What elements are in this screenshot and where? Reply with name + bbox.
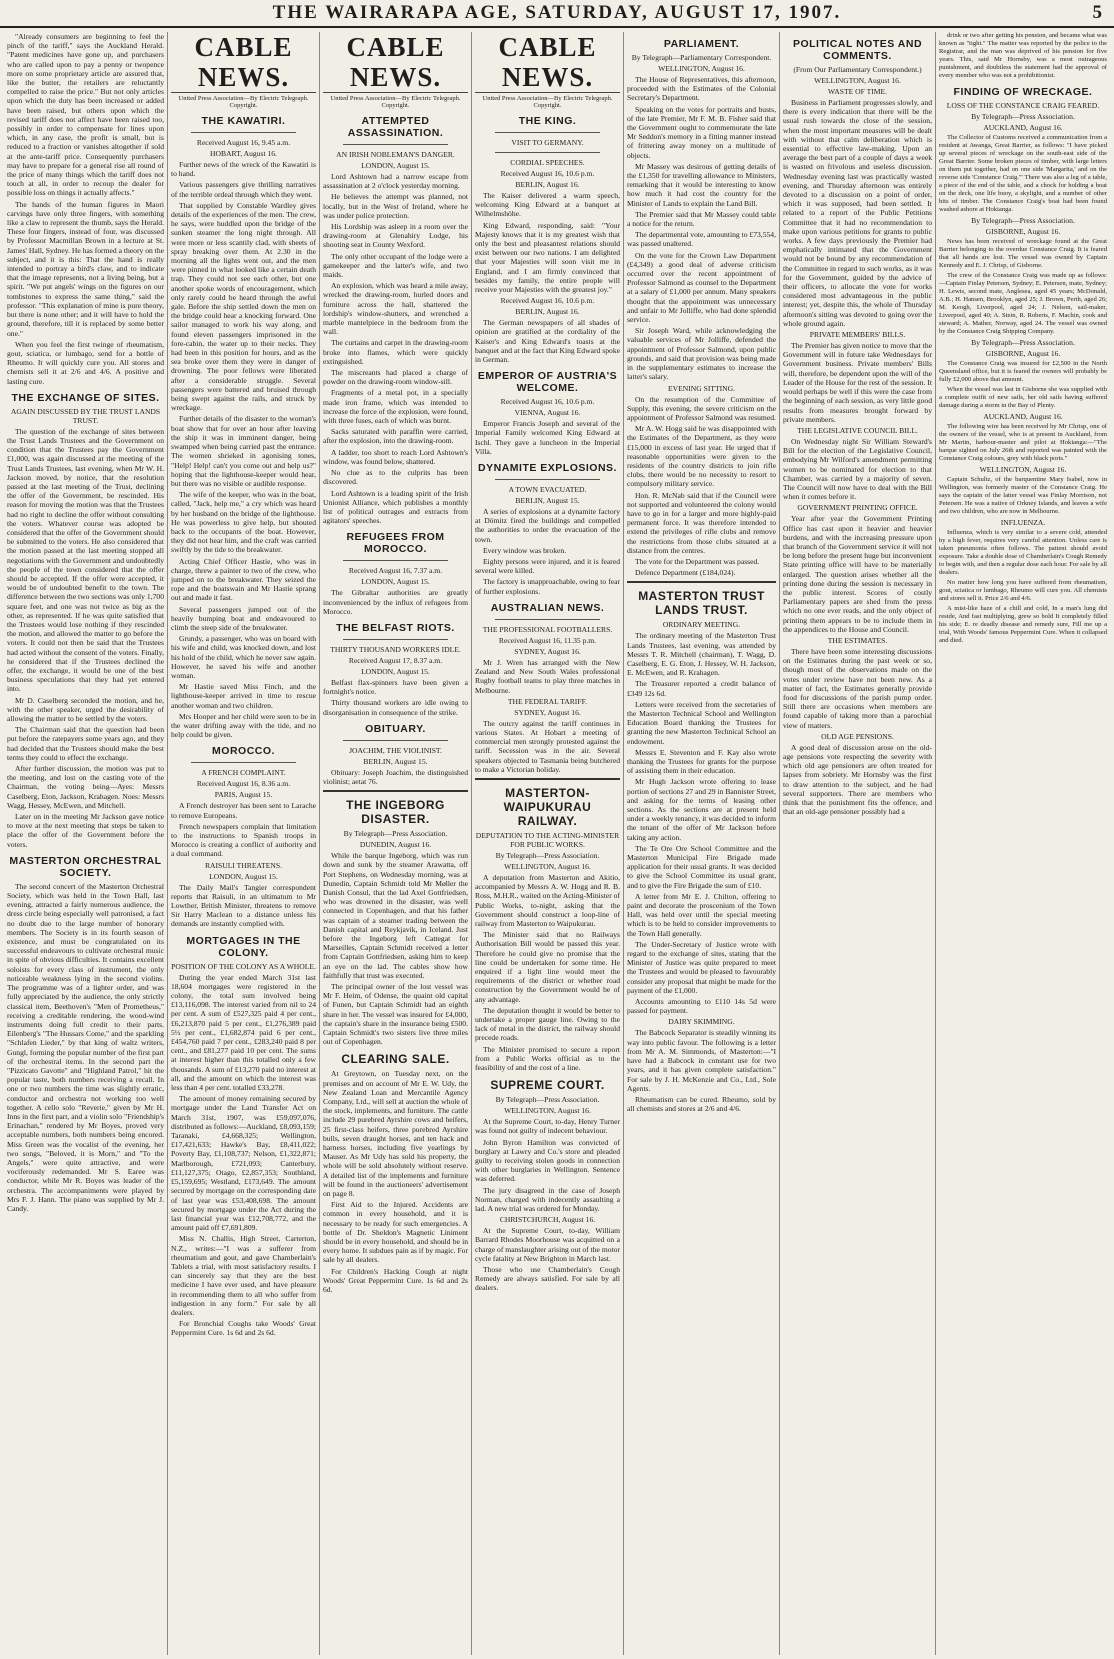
subheadline: POSITION OF THE COLONY AS A WHOLE. <box>171 961 316 971</box>
dateline: Received August 16, 10.6 p.m. <box>500 169 595 178</box>
divider <box>627 581 776 583</box>
paragraph: Thirty thousand workers are idle owing to disorganisation in consequence of the strike. <box>323 698 468 717</box>
paragraph: French newspapers complain that limitation to the instructions to Spanish troops in Morocco is creating a conflict of authority and a dual command. <box>171 821 316 859</box>
paragraph: The jury disagreed in the case of Joseph Norman, charged with indecently assaulting a lad. A new trial was ordered for Monday. <box>475 1185 620 1214</box>
dateline: By Telegraph—Parliamentary Correspondent. <box>631 53 772 62</box>
dateline: CHRISTCHURCH, August 16. <box>499 1215 596 1225</box>
paragraph: Mrs Hooper and her child were seen to be in the water drifting away with the tide, and no help could be given. <box>171 711 316 740</box>
subheadline: ORDINARY MEETING. <box>662 620 741 630</box>
subheadline: THE ESTIMATES. <box>827 635 888 645</box>
cable-news-heading: CABLE NEWS. <box>171 32 316 93</box>
headline: MASTERTON-WAIPUKURAU RAILWAY. <box>503 785 592 828</box>
paragraph: Belfast flax-spinners have been given a fortnight's notice. <box>323 677 468 697</box>
dateline: By Telegraph—Press Association. <box>971 112 1075 121</box>
dateline: By Telegraph—Press Association. <box>495 1095 600 1105</box>
paragraph: Business in Parliament progresses slowly, and there is every indication that there will be the usual rush towards the close of the session, when the most important measures will be dealt with without that calm deliberation which is essential to effective law-making. Upon an average the best part of a couple of days a week is wasted on frivolous and useless discussion. Wednesday evening last was practically wasted evening, and Thursday afternoon was entirely devoted to a discussion on a point of order, which it was supposed, had been settled. It related to a report of the Public Petitions Committee that it had no recommendation to make upon various petitions for grants to public works. A few days previously the Premier had emphatically intimated that the Government would not be bound by any recommendation of the Committee in regard to such works, as it was for the Government, guided by the advice of their officers, to allocate the vote for works considered most advantageous in the public interest; yet, despite this, the whole of Thursday afternoon's sitting was devoted to going over the whole ground again. <box>783 98 932 328</box>
subheadline: OLD AGE PENSIONS. <box>821 731 894 741</box>
dateline: By Telegraph—Press Association. <box>971 216 1075 225</box>
paragraph: When the vessel was last in Gisborne she was supplied with a complete outfit of new sails, her old sails having suffered damage during a storm in the Bay of Plenty. <box>939 386 1107 409</box>
paragraph: The Collector of Customs received a communication from a resident at Awanga, Great Barrier, as follows: "I have picked up several pieces of wreckage on the south-east side of the Great Barrier. Some broken pieces of timber, with large letters on them put together, had on one side 'Margarita,' and on the reverse side 'Constance Craig.'" There was also a leg of a table, a piece of the end of the table, and a chock for holding a boat on the deck, one life buoy, a skylight, and a number of other bits of timber. The Constance Craig's boat had been found washed ashore at Hokianga. <box>939 134 1107 213</box>
dateline: Received August 17, 8.37 a.m. <box>348 655 443 665</box>
subheadline: THE LEGISLATIVE COUNCIL BILL. <box>797 425 918 435</box>
subheadline: THE FEDERAL TARIFF. <box>507 696 588 706</box>
paragraph: The deputation thought it would be better to undertake a proper gauge line. Owing to the lack of metal in the district, the railway should precede roads. <box>475 1005 620 1043</box>
paragraph: The Gibraltar authorities are greatly inconvenienced by the influx of refugees from Morocco. <box>323 588 468 616</box>
paragraph: A deputation from Masterton and Akitio, accompanied by Messrs A. W. Hogg and R. B. Ross, M.H.R., waited on the Acting-Minister of Public Works, to-night, asking that the Government should construct a loop-line of railway from Masterton to Waipukurau. <box>475 872 620 928</box>
paragraph: The hands of the human figures in Maori carvings have only three fingers, with something like a claw to represent the thumb, says the Herald. These four fingers, instead of four, was discussed by Professor Macmillan Brown in a lecture at St. James' Hall, Sydney. He has formed a theory on the subject, and it is this: That the hand is really intended to portray a bird's claw, and to indicate that the image represents, not a living being, but a spirit. "We put angels' wings on the figures on our tombstones to express the same thing," said the professor. "This explanation of mine is pure theory, but there is none other; and it will have to hold the ground, therefore, till it is replaced by some better one." <box>7 199 164 338</box>
subheadline: A TOWN EVACUATED. <box>508 485 587 495</box>
column-3 <box>319 32 471 1655</box>
paragraph: He believes the attempt was planned, not locally, but in the West of Ireland, where he was under police protection. <box>323 192 468 220</box>
paragraph: The Treasurer reported a credit balance of £349 12s 6d. <box>627 679 776 698</box>
paragraph: Captain Schultz, of the barquentine Mary Isabel, now in Wellington, was formerly master of the Constance Craig. He says the captain of the latter vessel was Finlay Morrison, not Petersen. He was a native of Orkney Islands, and leaves a wife and two children, who are now in Melbourne. <box>939 476 1107 515</box>
column-7 sm <box>935 32 1110 1655</box>
dateline: BERLIN, August 15. <box>515 496 580 506</box>
paragraph: Grundy, a passenger, who was on board with his wife and child, was knocked down, and lost his hold of the child, which he never saw again. However, he saved his wife and another woman. <box>171 634 316 680</box>
headline: OBITUARY. <box>365 722 426 735</box>
cable-credit: United Press Association—By Electric Telegraph. Copyright. <box>178 95 309 109</box>
dateline: BERLIN, August 16. <box>515 180 580 189</box>
headline: MOROCCO. <box>212 745 275 758</box>
dateline: AUCKLAND, August 16. <box>983 123 1063 132</box>
paragraph: For Children's Hacking Cough at night Woods' Great Peppermint Cure. 1s 6d and 2s 6d. <box>323 1266 468 1295</box>
divider <box>343 560 448 561</box>
dateline: Received August 16, 8.36 a.m. <box>196 779 291 789</box>
paragraph: A series of explosions at a dynamite factory at Dömitz fired the buildings and compelled the authorities to order the evacuation of the town. <box>475 507 620 544</box>
dateline: GISBORNE, August 16. <box>985 227 1061 236</box>
dateline: Received August 16, 7.37 a.m. <box>348 566 443 576</box>
paragraph: The Babcock Separator is steadily winning its way into public favour. The following is a letter from Mr A. M. Simmonds, of Masterton:—"I have had a Babcock in constant use for two years, and it has given complete satisfaction." For sale by J. H. McKenzie and Co., Ltd., Sole Agents. <box>627 1028 776 1093</box>
headline: AUSTRALIAN NEWS. <box>490 601 605 614</box>
paragraph: Lord Ashtown had a narrow escape from assassination at 2 o'clock yesterday morning. <box>323 172 468 191</box>
headline: ATTEMPTED ASSASSINATION. <box>347 115 444 139</box>
subheadline: THE PROFESSIONAL FOOTBALLERS. <box>482 624 613 634</box>
headline: PARLIAMENT. <box>663 38 740 50</box>
divider <box>191 762 296 763</box>
headline: FINDING OF WRECKAGE. <box>953 86 1093 98</box>
masthead-title: THE WAIRARAPA AGE, SATURDAY, AUGUST 17, 1907. <box>272 2 842 23</box>
dateline: WELLINGTON, August 16. <box>504 1106 591 1116</box>
dateline: By Telegraph—Press Association. <box>971 338 1075 347</box>
masthead <box>0 0 1114 28</box>
subheadline: GOVERNMENT PRINTING OFFICE. <box>797 503 918 513</box>
paragraph: Mr J. Wren has arranged with the New Zealand and New South Wales professional Rugby football teams to play three matches in Melbourne. <box>475 657 620 695</box>
paragraph: The Chairman said that the question had been put before the ratepayers some years ago, and they had decided that the Trustees should make the best terms they could to effect the exchange. <box>7 725 164 762</box>
paragraph: Miss N. Challis, High Street, Carterton, N.Z., writes:—"I was a sufferer from rheumatism and gout, and gave Chamberlain's Tablets a trial, with most satisfactory results. I can sincerely say that they are the best medicine I have ever used, and have pleasure in recommending them to all who suffer from indigestion in any form." For sale by all dealers. <box>171 1234 316 1317</box>
dateline: WELLINGTON, August 16. <box>658 64 745 73</box>
dateline: GISBORNE, August 16. <box>985 349 1061 358</box>
paragraph: A letter from Mr E. J. Chilton, offering to paint and decorate the proscenium of the Town Hall, was held over until the special meeting which is to be held to consider improvements to the Town Hall generally. <box>627 891 776 938</box>
headline: THE KING. <box>518 115 577 127</box>
dateline: BERLIN, August 15. <box>363 756 428 766</box>
headline: THE EXCHANGE OF SITES. <box>11 391 160 404</box>
paragraph: An explosion, which was heard a mile away, wrecked the drawing-room, hurled doors and furniture across the hall, shattered the lordship's window-shutters, and wrenched a marble mantelpiece in the bedroom from the wall. <box>323 281 468 337</box>
paragraph: The curtains and carpet in the drawing-room broke into flames, which were quickly extinguished. <box>323 338 468 366</box>
paragraph: The departmental vote, amounting to £73,554, was passed unaltered. <box>627 230 776 249</box>
column-1 <box>4 32 167 1655</box>
divider <box>191 132 296 133</box>
divider <box>495 619 600 620</box>
paragraph: Rheumatism can be cured. Rheumo, sold by all chemists and stores at 2/6 and 4/6. <box>627 1094 776 1114</box>
subheadline: DAIRY SKIMMING. <box>668 1017 735 1027</box>
headline: EMPEROR OF AUSTRIA'S WELCOME. <box>477 370 618 395</box>
divider <box>475 778 620 780</box>
dateline: LONDON, August 15. <box>209 871 278 881</box>
subheadline: AGAIN DISCUSSED BY THE TRUST LANDS TRUST. <box>10 406 161 425</box>
paragraph: The Te Ore Ore School Committee and the Masterton Municipal Fire Brigade made application for their usual grants. It was decided to give the School Committee its usual grant, and to give the Fire Brigade the sum of £10. <box>627 843 776 890</box>
paragraph: On the resumption of the Committee of Supply, this evening, the severe criticism on the appointment of Professor Salmond was resumed. <box>627 394 776 422</box>
subheadline: JOACHIM, THE VIOLINIST. <box>349 745 442 755</box>
paragraph: Hon. R. McNab said that if the Council were not supported and volunteered the colony would have to go in for a larger and more highly-paid permanent force. It was therefore intended to extend the privileges of rifle clubs and remove the restrictions from those clubs situated at a distance from the centres. <box>627 490 776 555</box>
dateline: BERLIN, August 16. <box>515 307 580 317</box>
headline: MASTERTON TRUST LANDS TRUST. <box>638 589 765 618</box>
cable-news-heading: CABLE NEWS. <box>475 32 620 93</box>
subheadline: THIRTY THOUSAND WORKERS IDLE. <box>330 644 461 654</box>
dateline: LONDON, August 15. <box>361 161 430 170</box>
dateline: SYDNEY, August 16. <box>514 707 581 717</box>
paragraph: Influenza, which is very similar to a severe cold, attended by a high fever, requires very careful attention. Unless care is taken pneumonia often follows. The patient should avoid exposure. Take a double dose of Chamberlain's Cough Remedy to begin with, and then a regular dose each hour. For sale by all dealers. <box>939 529 1107 576</box>
subheadline: DEPUTATION TO THE ACTING-MINISTER FOR PUBLIC WORKS. <box>475 830 620 849</box>
column-2 <box>167 32 319 1655</box>
paragraph: News has been received of wreckage found at the Great Barrier belonging to the overdue Constance Craig. It is feared that all hands are lost. The vessel was owned by Captain Kennedy and E. J. Chrisp, of Gisborne. <box>939 238 1107 269</box>
dateline: PARIS, August 15. <box>214 790 273 800</box>
paragraph: The Daily Mail's Tangier correspondent reports that Raisuli, in an ultimatum to Mr Lowther, British Minister, threatens to remove Sir Harry Maclean to a distance unless his demands are instantly complied with. <box>171 882 316 929</box>
headline: POLITICAL NOTES AND COMMENTS. <box>792 38 923 62</box>
paragraph: Mr D. Caselberg seconded the motion, and he, with the other speaker, urged the desirability of allowing the matter to be settled by the voters. <box>7 695 164 724</box>
paragraph: A mist-like haze of a chill and cold, In a man's lung did reside, And fast multiplying, grew so bold It completely filled his side; E. re deadly disease and remedy sure, Fill me up a trial, With Woods' famous Peppermint Cure. When it collapsed and died. <box>939 605 1107 644</box>
paragraph: Sir Joseph Ward, while acknowledging the valuable services of Mr Jolliffe, defended the appointment of Professor Salmond, upon public grounds, and said that provision was being made in the supplementary estimates to increase the latter's salary. <box>627 326 776 382</box>
divider <box>343 740 448 741</box>
dateline: By Telegraph—Press Association. <box>343 829 448 839</box>
paragraph: Speaking on the votes for portraits and busts, of the late Premier, Mr F. M. B. Fisher said that the Government ought to commemorate the late Mr Seddon's memory in a fitting manner instead of frittering away money on a multitude of objects. <box>627 104 776 160</box>
paragraph: Acting Chief Officer Hastie, who was in charge, threw a painter to two of the crew, who jumped on to the breakwater. They seized the rope and the boatswain and Mr Hastie sprang out and made it fast. <box>171 556 316 603</box>
subheadline: VISIT TO GERMANY. <box>511 138 584 147</box>
headline: REFUGEES FROM MOROCCO. <box>346 531 445 556</box>
paragraph: After further discussion, the motion was put to the meeting, and lost on the casting vote of the Chairman, the voting being—Ayes: Messrs Caselberg, Eton, Jackson, Krahagen. Noes: Messrs Wagg, Hessey, McEwen, and Mitchell. <box>7 764 164 810</box>
paragraph: The miscreants had placed a charge of powder on the drawing-room window-sill. <box>323 368 468 387</box>
dateline: HOBART, August 16. <box>210 149 277 158</box>
dateline: WELLINGTON, August 16. <box>814 76 901 85</box>
paragraph: "Already consumers are beginning to feel the pinch of the tariff," says the Auckland Herald. "Patent medicines have gone up, and purchasers who are called upon to pay a penny or twopence more on some proprietary article are assured that, like the butter, the retailers are reluctantly compelled to raise the price." But not only articles upon which the duty has been increased or added have been raised, but others upon which the revised tariff does not affect have been raised too, possibly in order to compensate for lines upon which, in any case, the profit is small, but is reduced to a fraction or vanishes altogether if sold at the ante-tariff price. Consequently purchasers may have to prepare for a general rise all round of the price of many things which the tariff does not touch at all, in order to recoup the dealer for possible loss on things it actually affects." <box>7 32 164 198</box>
paragraph: When you feel the first twinge of rheumatism, gout, sciatica, or lumbago, send for a bottle of Rheumo. It will quickly cure you. All stores and chemists sell it at 2/6 and 4/6. A positive and lasting cure. <box>7 339 164 386</box>
paragraph: Accounts amounting to £110 14s 5d were passed for payment. <box>627 997 776 1016</box>
paragraph: Every window was broken. <box>483 545 567 555</box>
divider <box>343 144 448 145</box>
headline: SUPREME COURT. <box>490 1078 605 1093</box>
paragraph: The ordinary meeting of the Masterton Trust Lands Trustees, last evening, was attended by Messrs T. R. Mitchell (chairman), T. Wagg, D. Caselberg, E. G. Eton, J. Hessey, W. H. Jackson, E. McEwen, and R. Krahagen. <box>627 631 776 678</box>
paragraph: At the Supreme Court, to-day, William Barrard Rhodes Moorhouse was acquitted on a charge of manslaughter arising out of the motor cycle fatality at New Brighton in March last. <box>475 1226 620 1263</box>
dateline: (From Our Parliamentary Correspondent.) <box>793 65 922 74</box>
headline: MASTERTON ORCHESTRAL SOCIETY. <box>9 854 162 879</box>
subheadline: INFLUENZA. <box>1000 518 1046 527</box>
headline: THE INGEBORG DISASTER. <box>346 798 445 827</box>
subheadline: WASTE OF TIME. <box>827 87 888 96</box>
paragraph: A ladder, too short to reach Lord Ashtown's window, was found below, shattered. <box>323 447 468 466</box>
paragraph: While the barque Ingeborg, which was run down and sunk by the steamer Arawatta, off Port Stephens, on Wednesday morning, was at Dunedin, Captain Schmidt told Mr Møller the Danish Consul, that the lad Axel Gottfriedsen, who was drowned in the disaster, was well connected in Copenhagen, and that his father was captain of a steamer trading between the Danish capital and Reykjavik, in Iceland. Just before the Ingeborg left Cattegat for Marseilles, Captain Schmidt received a letter from Captain Gottfriedsen, asking him to keep an eye on the lad. The cables show how faithfully that trust was executed. <box>323 851 468 980</box>
paragraph: Mr Hastie saved Miss Finch, and the lighthouse-keeper arrived in time to rescue another woman and two children. <box>171 682 316 710</box>
paragraph: On the vote for the Crown Law Department (£4,349) a good deal of adverse criticism occurred over the recent appointment of Professor Salmond as counsel to the Department at a salary of £1,000 per annum. Many speakers thought that the appointment was unnecessary and unfair to Mr Jolliffe, who had done splendid service. <box>627 250 776 325</box>
headline: DYNAMITE EXPLOSIONS. <box>478 462 617 475</box>
paragraph: Further details of the disaster to the woman's boat show that for over an hour after leaving the ship it was in imminent danger, being swamped when being carried past the entrance. The women shrieked in agonising tones, "Help! Help! can't you come out and help us?" hoping that the lighthouse-keeper would hear, but there was no visible or audible response. <box>171 414 316 488</box>
page-number: 5 <box>1092 2 1102 23</box>
paragraph: During the year ended March 31st last 18,604 mortgages were registered in the colony, the total sum involved being £13,116,098. The interest varied from nil to 24 per cent. A sum of £527,325 paid 4 per cent., £6,213,870 paid 5 per cent., £1,276,389 paid 5½ per cent., £1,682,874 paid 6 per cent., £454,760 paid 7 per cent., £283,240 paid 8 per cent., and £81,277 paid 10 per cent. The sums at interest higher than this totalled only a few thousands. A sum of £13,270 paid no interest at all, and the amount on which the interest was less than 4 per cent. totalled £33,278. <box>171 972 316 1093</box>
paragraph: Obituary: Joseph Joachim, the distinguished violinist; aetat 76. <box>323 767 468 786</box>
headline: THE BELFAST RIOTS. <box>336 621 455 634</box>
paragraph: The outcry against the tariff continues in various States. At Hobart a meeting of commercial men strongly protested against the tariff. Secession was in the air. Several speakers objected to Tasmania being butchered to make a Victorian holiday. <box>475 718 620 774</box>
paragraph: A good deal of discussion arose on the old-age pensions vote respecting the severity with which old age pensioners are often treated for lapses from sobriety. Mr Hornsby was the first to draw attention to the subject, and he had several supporters. There are members who think that the punishment fits the offence, and that an old-age pensioner possibly had a <box>783 742 932 817</box>
paragraph: Eighty persons were injured, and it is feared several were killed. <box>475 557 620 576</box>
dateline: By Telegraph—Press Association. <box>495 850 600 860</box>
paragraph: Sacks saturated with paraffin were carried, after the explosion, into the drawing-room. <box>323 427 468 446</box>
paragraph: Lord Ashtown is a leading spirit of the Irish Unionist Alliance, which publishes a monthly list of political outrages and extracts from agitators' speeches. <box>323 488 468 526</box>
dateline: WELLINGTON, August 16. <box>979 465 1067 474</box>
paragraph: Year after year the Government Printing Office has cast upon it heavier and heavier burdens, and with the increasing pressure upon that branch of the Government service it will not be long before the present huge but inconvenient State printing office will have to be materially enlarged. The question arises whether all the printing done during the session is necessary in the public interest. Scores of costly Parliamentary papers are shed from the press which no one ever reads, and the only object of printing them appears to be to include them in the appendices to the House and Council. <box>783 514 932 634</box>
paragraph: Mr Hugh Jackson wrote offering to lease portion of sections 27 and 29 in Bannister Street, and asking for the terms of leasing other sections. As the sections are at present held under a weekly tenancy, it was decided to inform the tenant of the offer of Mr Jackson before taking any action. <box>627 777 777 842</box>
paragraph: The Minister promised to secure a report from a Public Works official as to the feasibility of and the cost of a line. <box>475 1044 620 1072</box>
paragraph: drink or two after getting his pension, and became what was known as "tight." The matter was reported by the police to the Registrar, and the man was deprived of his pension for five years. This, said Mr Hornsby, was a most outrageous punishment, and doubtless the statement had the approval of every member who was not a prohibitionist. <box>939 32 1107 79</box>
paragraph: Messrs E. Steventon and F. Kay also wrote thanking the Trustees for grants for the purpose of assisting them in their education. <box>627 747 776 776</box>
dateline: WELLINGTON, August 16. <box>504 861 591 871</box>
paragraph: The vote for the Department was passed. <box>635 556 760 566</box>
subheadline: PRIVATE MEMBERS' BILLS. <box>809 330 906 340</box>
dateline: Received August 16, 11.35 p.m. <box>498 635 597 645</box>
paragraph: Mr A. W. Hogg said he was disappointed with the Estimates of the Department, as they were £15,000 in excess of last year. He urged that if reasonable opportunities were given to the residents of the country districts to join rifle clubs, there would be no necessity to resort to compulsory military service. <box>627 424 776 489</box>
cable-news-heading: CABLE NEWS. <box>323 32 468 93</box>
paragraph: The House of Representatives, this afternoon, proceeded with the Estimates of the Colonial Secretary's Department. <box>627 75 776 103</box>
divider <box>495 479 600 480</box>
paragraph: Letters were received from the secretaries of the Masterton Technical School and Wellington Education Board thanking the Trustees for granting the new Masterton Technical School an endowment. <box>627 699 776 746</box>
paragraph: The only other occupant of the lodge were a gamekeeper and the latter's wife, and two maids. <box>323 251 468 280</box>
paragraph: At the Supreme Court, to-day, Henry Turner was found not guilty of indecent behaviour. <box>475 1117 620 1136</box>
paragraph: The Premier said that Mr Massey could table a notice for the return. <box>627 209 776 229</box>
paragraph: A French destroyer has been sent to Larache to remove Europeans. <box>171 801 316 820</box>
paragraph: Mr Massey was desirous of getting details of the £1,350 for travelling allowance to Ministers, remarking that it would be interesting to know how much it had cost the country for the Minister of Lands to explain the Land Bill. <box>627 161 776 208</box>
paragraph: The Minister said that no Railways Authorisation Bill would be passed this year. Therefore he could give no promise that the line could be undertaken for some time. He enquired if a light line would meet the requirements of the district or whether road construction by the Government would be of any advantage. <box>475 930 620 1004</box>
paragraph: The amount of money remaining secured by mortgage under the Land Transfer Act on March 31st, 1907, was £59,097,076, distributed as follows:—Auckland, £8,093,159; Taranaki, £4,668,325; Wellington, £17,421,633; Hawke's Bay, £8,411,022; Poverty Bay, £1,108,737; Nelson, £1,322,871; Marlborough, £721,093; Canterbury, £11,127,375; Otago, £2,857,353; Southland, £5,159,695; Westland, £173,649. The amount secured by mortgage on the corresponding date of last year was £53,408,698. The amount secured by mortgage under the Act during the last financial year was £12,708,772, and the amount paid off £7,691,809. <box>171 1094 316 1233</box>
paragraph: The Kaiser delivered a warm speech, welcoming King Edward at a banquet at Wilhelmshöhe. <box>475 191 620 219</box>
paragraph: Those who use Chamberlain's Cough Remedy are always satisfied. For sale by all dealers. <box>475 1265 620 1293</box>
paragraph: The following wire has been received by Mr Chrisp, one of the owners of the vessel, who is at present in Auckland, from Mr Martin, harbour-master and pilot at Hokianga:—"The barque sighted on July 26th and reported was painted with the Constance Craig colours, grey with black ports." <box>939 423 1107 462</box>
paragraph: For Bronchial Coughs take Woods' Great Peppermint Cure. 1s 6d and 2s 6d. <box>171 1319 316 1338</box>
paragraph: The German newspapers of all shades of opinion are gratified at the cordiality of the Kaiser's and King Edward's toasts at the banquet and at the fact that King Edward spoke in German. <box>475 318 620 365</box>
paragraph: The wife of the keeper, who was in the boat, called, "Jack, help me," a cry which was heard by her husband on the bridge of the lighthouse. He was powerless to give help, but shouted back to the occupants of the boat. However, they did not hear him, and the craft was carried swiftly by the tide to the breakwater. <box>171 490 316 555</box>
paragraph: First Aid to the Injured. Accidents are common in every household, and it is necessary to be ready for such emergencies. A bottle of Dr. Sheldon's Magnetic Liniment should be in every household, and should be in every home. It subdues pain as if by magic. For sale by all dealers. <box>323 1200 468 1265</box>
subheadline: LOSS OF THE CONSTANCE CRAIG FEARED. <box>946 101 1100 110</box>
dateline: LONDON, August 15. <box>361 666 430 676</box>
paragraph: Defence Department (£184,024). <box>635 568 736 578</box>
paragraph: Later on in the meeting Mr Jackson gave notice to move at the next meeting that steps be taken to place the offer of the Government before the voters. <box>7 812 164 849</box>
paragraph: The second concert of the Masterton Orchestral Society, which was held in the Town Hall, last evening, attracted a fairly numerous audience, the dress circle being especially well patronised, a fact no doubt due to the large number of honorary members. The Society is in its fourth season of existence, and must be congratulated on its successful endeavours to cultivate orchestral music in spite of obvious difficulties. It contains excellent soloists for every class of instrument, the only noticeable weakness lying in the second violins. The programme was of a lighter order, and was fully appreciated by the audience, the only strictly classical item, Beethoven's "Men of Prometheus," receiving a creditable rendering, the wood-wind instruments doing full credit to their parts. Eilenberg's "The Hussars Come," and the sparkling "Schlafen Lieder," by that king of waltz writers, Gungl, forming the popular number of the first part of the orchestral items. In the second part the "Pizzicato Gavotte" and "Highland Patrol," hit the popular taste, both numbers receiving a recall. In one or two numbers the time was slightly erratic, conductor and orchestra not working too well together. A cello solo "Reverie," given by Mr H. Inns in the first part, and a violin solo "Friendship's Erinachan," rendered by Mr Boyes, proved very acceptable numbers, both numbers being encored. Miss Green was the vocalist of the evening, her two songs, "Beloved, it is Morn," and "To the Angels," were quite attractive, and were vociferously redemanded. Mr S. Earee was conductor, while Mr R. Boyes was leader of the orchestra. The accompaniments were played by Mrs F. J. Hann. The piano was supplied by Mr J. Candy. <box>7 881 164 1213</box>
dateline: DUNEDIN, August 16. <box>359 840 432 850</box>
paragraph: The factory is unapproachable, owing to fear of further explosions. <box>475 577 620 596</box>
dateline: Received August 16, 9.45 a.m. <box>196 138 291 147</box>
dateline: LONDON, August 15. <box>361 577 430 587</box>
paragraph: On Wednesday night Sir William Steward's Bill for the election of the Legislative Council, embodying Mr Wilford's amendment permitting women to be nominated for election to that Chamber, was carried by a majority of seven. The Council will now have to deal with the Bill when it comes before it. <box>783 436 932 502</box>
paragraph: Further news of the wreck of the Kawatiri is to hand. <box>171 160 316 179</box>
cable-credit: United Press Association—By Electric Telegraph. Copyright. <box>330 95 461 109</box>
paragraph: That supplied by Constable Wardley gives details of the experiences of the men. The crew, he says, were huddled upon the bridge of the sunken steamer the long night through. All were more or less scantily clad, with sheets of spray breaking over them. At 2.30 in the morning all the lights went out, and the men were pinned in what looked like a certain death trap. They could not see each other, but one another spoke words of encouragement, which only rarely could be heard through the awful gale. Before the ship settled down the men on the bridge could hear a knocking forward. One sailor managed to work his way along, and found eleven passengers imprisoned in the fore-cabin, the water up to their necks. They had been in this position for hours, and as the sea broke over them they were in danger of drowning. The poor fellows were liberated after a considerable struggle. Several passengers were battered and bruised through being swept against the rails, and struck by wreckage. <box>171 200 316 413</box>
paragraph: The crew of the Constance Craig was made up as follows:—Captain Finlay Petersen, Sydney; E. Petersen, mate, Sydney; H. Lewis, second mate, Anglesea, aged 45 years; McDonald, A.B.; H. Hansen, Brooklyn, aged 25; J. Brown, Perth, aged 26; M. Keogh, Liverpool, aged 24; J. Nelson, sail-maker, Liverpool, aged 40; A. Stein, R. Roberts, F. Machin, cook and steward; A. Mather, Norway, aged 24. The vessel was owned by the Constance Craig Shipping Company. <box>939 272 1107 335</box>
subheadline: EVENING SITTING. <box>667 383 736 393</box>
paragraph: The Under-Secretary of Justice wrote with regard to the exchange of sites, stating that the Minister of Justice was quite prepared to meet the Trustees and would be pleased to favourably consider any proposal that might be made for the payment of the £1,000. <box>627 939 776 995</box>
headline: MORTGAGES IN THE COLONY. <box>186 934 301 959</box>
divider <box>495 152 600 153</box>
paragraph: Fragments of a metal pot, in a specially made iron frame, which was intended to increase the force of the explosion, were found, with three fuses, each of which was burnt. <box>323 388 468 426</box>
paragraph: The Premier has given notice to move that the Government will in future take Wednesdays for Government business. Private members' Bills will, therefore, be dependent upon the will of the Leader of the House for the rest of the session. It would perhaps be well if this were the case from the beginning of each session, as very little good results from measures brought forward by private members. <box>783 341 932 424</box>
dateline: VIENNA, August 16. <box>514 408 581 418</box>
subheadline: RAISULI THREATENS. <box>204 860 283 870</box>
column-6 <box>779 32 935 1655</box>
subheadline: A FRENCH COMPLAINT. <box>201 768 286 778</box>
dateline: Received August 16, 10.6 p.m. <box>500 296 595 306</box>
paragraph: Emperor Francis Joseph and several of the Imperial Family welcomed King Edward at Ischl. They gave a luncheon in the Imperial Villa. <box>475 419 620 456</box>
subheadline: AN IRISH NOBLEMAN'S DANGER. <box>336 150 455 159</box>
paragraph: Several passengers jumped out of the heavily bumping boat and endeavoured to climb the steep side of the breakwater. <box>171 604 316 632</box>
paragraph: The question of the exchange of sites between the Trust Lands Trustees and the Government on condition that the Trustees pay the Government £1,000, was again discussed at the meeting of the Trust Lands Trustees, last evening, when Mr W. H. Jackson moved, by notice, that the resolution passed at the last meeting of the Trust, declining the offer of the Government, be rescinded. His reason for moving the motion was that the Trustees had no right to decline the offer without consulting the voters. Whatever course was adopted be considered that the offer of the Government should be submitted to the voters. He also considered that the motion passed at the last meeting stopped all negotiations with the Government and undoubtedly the people of the town considered that the offer should be accepted. If the offer were accepted, it would be of undoubted benefit to the town. The difference between the two sections was only 1,700 square feet, and one was not twice as big as the other, as represented. If he was quite satisfied that the Trustees would lose nothing if they rescinded the motion, and allowed the matter to go before the voters. It could not then be said that the Trustees had acted without the consent of the voters. Finally, he considered that if the Trustees declined the offer, the exchange, it would be one of the best business speculations that they had yet entered into. <box>7 426 164 694</box>
divider <box>495 132 600 133</box>
paragraph: John Byron Hamilton was convicted of burglary at Lawry and Co.'s store and pleaded guilty to receiving stolen goods in connection with other burglaries in Wellington. Sentence was deferred. <box>475 1137 620 1184</box>
headline: CLEARING SALE. <box>341 1052 450 1067</box>
paragraph: His Lordship was asleep in a room over the drawing-room at Glenahiry Lodge, his shooting seat in County Wexford. <box>323 222 468 250</box>
dateline: SYDNEY, August 16. <box>514 646 581 656</box>
paragraph: Various passengers give thrilling narratives of the terrible ordeal through which they went. <box>171 180 316 199</box>
paragraph: No matter how long you have suffered from rheumatism, gout, sciatica or lumbago, Rheumo will cure you. All chemists and stores sell it. Price 2/6 and 4/6. <box>939 579 1107 602</box>
paragraph: At Greytown, on Tuesday next, on the premises and on account of Mr E. W. Udy, the New Zealand Loan and Mercantile Agency Company, Ltd., will sell at auction the whole of the stock, implements, and furniture. The cattle include 29 purebred Ayrshire cows and heifers, 25 first-class heifers, three purebred Ayrshire bulls, seven draught horses, and ten hack and harness horses, including five yearlings by Mauser. As Mr Udy has sold his property, the whole will be sold absolutely without reserve. A detailed list of the implements and furniture will be found in the auctioneers' advertisement on page 8. <box>323 1069 468 1199</box>
paragraph: There have been some interesting discussions on the Estimates during the past week or so, though most of the observations made on the votes under review have not been new. As a matter of fact, the Estimates generally provide food for discussions of the parish pump order. Still there are occasions when members are found capable of taking more than a parochial view of matters. <box>783 646 932 730</box>
headline: THE KAWATIRI. <box>201 115 286 127</box>
paragraph: The Constance Craig was insured for £2,500 in the North Queensland office, but it is feared the owners will probably be fully £2,000 above that amount. <box>939 360 1107 383</box>
cable-credit: United Press Association—By Electric Telegraph. Copyright. <box>482 95 613 109</box>
column-4 <box>471 32 623 1655</box>
column-5 <box>623 32 779 1655</box>
paragraph: The principal owner of the lost vessel was Mr F. Heim, of Odense, the quaint old capital of Funen, but Captain Schmidt had an eighth share in her. The vessel was insured for £4,000, the captain's share in the insurance being £500. Captain Schmidt's two sisters live three miles out of Copenhagen. <box>323 981 468 1047</box>
paragraph: No clue as to the culprits has been discovered. <box>323 468 468 487</box>
dateline: AUCKLAND, August 16. <box>983 412 1063 421</box>
divider <box>343 639 448 640</box>
subheadline: CORDIAL SPEECHES. <box>510 158 585 167</box>
divider <box>323 790 468 792</box>
dateline: Received August 16, 10.6 p.m. <box>500 397 595 407</box>
paragraph: King Edward, responding, said: "Your Majesty knows that it is my greatest wish that only the best and pleasantest relations should exist between our two nations. I am delighted that your Majesties will soon visit me in England, and I am firmly convinced that besides my family, the entire people will receive your Majesties with the greatest joy." <box>475 220 620 295</box>
